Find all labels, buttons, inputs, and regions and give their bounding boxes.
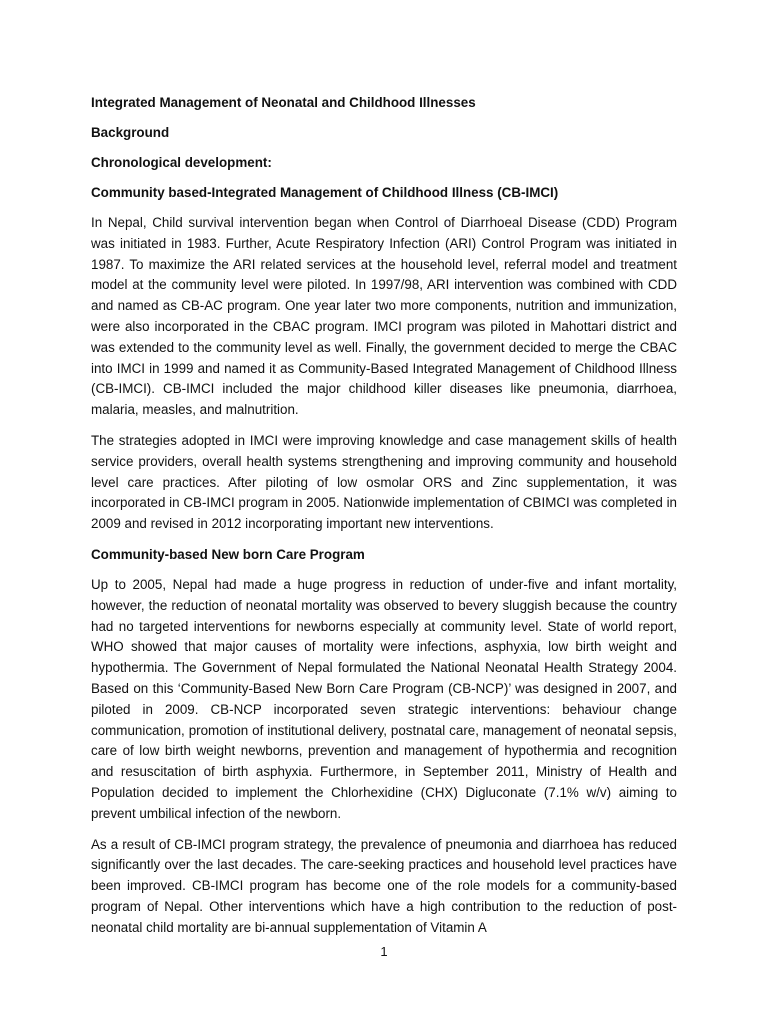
cbimci-paragraph-1: In Nepal, Child survival intervention began when Control of Diarrhoeal Disease (CDD) Program was initiated in 1983. Further, Acute Respiratory Infection (ARI) Control Program was initiated in 1987. To maximize the ARI related services at the household level, referral model and treatment model at the community level were piloted. In 1997/98, ARI intervention was combined with CDD and named as CB-AC program. One year later two more components, nutrition and immunization, were also incorporated in the CBAC program. IMCI program was piloted in Mahottari district and was extended to the community level as well. Finally, the government decided to merge the CBAC into IMCI in 1999 and named it as Community-Based Integrated Management of Childhood Illness (CB-IMCI). CB-IMCI included the major childhood killer diseases like pneumonia, diarrhoea, malaria, measles, and malnutrition. <box>91 215 677 418</box>
section-heading-background: Background <box>91 125 170 140</box>
section-heading-chronology: Chronological development: <box>91 155 272 170</box>
section-heading-cbncp: Community-based New born Care Program <box>91 546 365 562</box>
page-number: 1 <box>380 944 388 959</box>
section-heading-cbimci: Community based-Integrated Management of Childhood Illness (CB-IMCI) <box>91 185 559 200</box>
cbimci-paragraph-2: The strategies adopted in IMCI were improving knowledge and case management skills of health service providers, overall health systems strengthening and improving community and household level care practices. After piloting of low osmolar ORS and Zinc supplementation, it was incorporated in CB-IMCI program in 2005. Nationwide implementation of CBIMCI was completed in 2009 and revised in 2012 incorporating important new interventions. <box>91 432 677 532</box>
cbncp-paragraph-1: Up to 2005, Nepal had made a huge progress in reduction of under-five and infant mortality, however, the reduction of neonatal mortality was observed to bevery sluggish because the country had no targeted interventions for newborns especially at community level. State of world report, WHO showed that major causes of mortality were infections, asphyxia, low birth weight and hypothermia. The Government of Nepal formulated the National Neonatal Health Strategy 2004. Based on this ‘Community-Based New Born Care Program (CB-NCP)’ was designed in 2007, and piloted in 2009. CB-NCP incorporated seven strategic interventions: behaviour change communication, promotion of institutional delivery, postnatal care, management of neonatal sepsis, care of low birth weight newborns, prevention and management of hypothermia and recognition and resuscitation of birth asphyxia. Furthermore, in September 2011, Ministry of Health and Population decided to implement the Chlorhexidine (CHX) Digluconate (7.1% w/v) aiming to prevent umbilical infection of the newborn. <box>91 576 677 821</box>
cbncp-paragraph-2: As a result of CB-IMCI program strategy, the prevalence of pneumonia and diarrhoea has reduced significantly over the last decades. The care-seeking practices and household level practices have been improved. CB-IMCI program has become one of the role models for a community-based program of Nepal. Other interventions which have a high contribution to the reduction of post-neonatal child mortality are bi-annual supplementation of Vitamin A <box>91 836 677 935</box>
document-title: Integrated Management of Neonatal and Childhood Illnesses <box>91 95 476 110</box>
document-page <box>91 93 677 949</box>
